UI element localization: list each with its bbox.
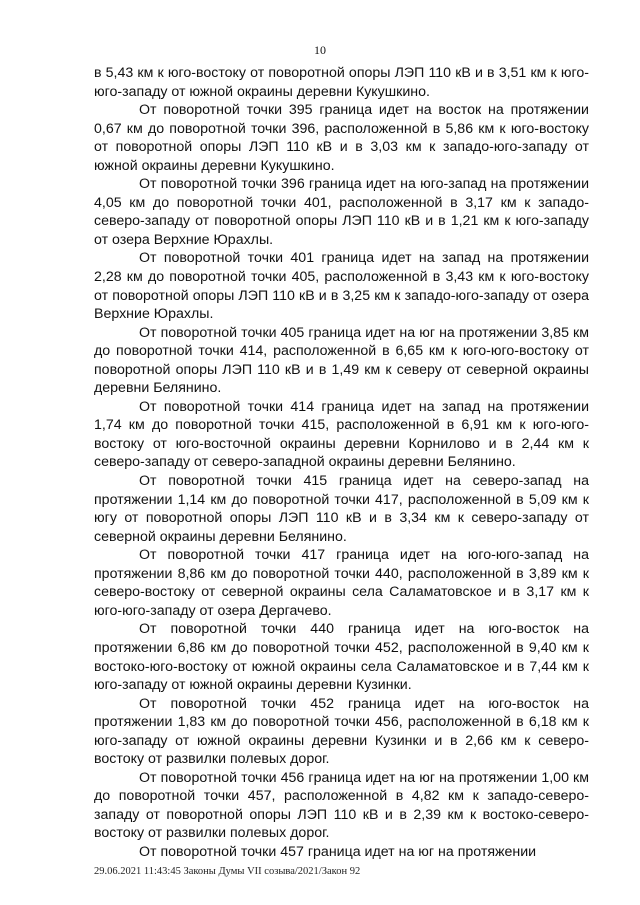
paragraph: От поворотной точки 414 граница идет на запад на протяжении 1,74 км до поворотной точки 415, расположенной в 6,91 км к юго-юго-востоку от юго-восточной окраины деревни Корнилово и в 2,44 км к северо-западу от северо-западной окраины деревни Белянино. bbox=[94, 398, 589, 471]
paragraph: От поворотной точки 395 граница идет на восток на протяжении 0,67 км до поворотной точки 396, расположенной в 5,86 км к юго-востоку от поворотной опоры ЛЭП 110 кВ и в 3,03 км к западо-юго-западу от южной окраины деревни Кукушкино. bbox=[94, 102, 589, 174]
paragraph: От поворотной точки 415 граница идет на северо-запад на протяжении 1,14 км до поворотной точки 417, расположенной в 5,09 км к югу от поворотной опоры ЛЭП 110 кВ и в 3,34 км к северо-западу от северной окраины деревни Белянино. bbox=[94, 473, 589, 545]
paragraph: От поворотной точки 417 граница идет на юго-юго-запад на протяжении 8,86 км до поворотной точки 440, расположенной в 3,89 км к северо-востоку от северной окраины села Саламатовское и в 3,17 км к юго-юго-западу от озера Дергачево. bbox=[94, 547, 589, 619]
paragraph: От поворотной точки 405 граница идет на юг на протяжении 3,85 км до поворотной точки 414, расположенной в 6,65 км к юго-юго-востоку от поворотной опоры ЛЭП 110 кВ и в 1,49 км к северу от северной окраины деревни Белянино. bbox=[94, 324, 589, 397]
paragraph: От поворотной точки 452 граница идет на юго-восток на протяжении 1,83 км до поворотной точки 456, расположенной в 6,18 км к юго-западу от южной окраины деревни Кузинки и в 2,66 км к северо-востоку от развилки полевых дорог. bbox=[94, 695, 589, 768]
paragraph: От поворотной точки 456 граница идет на юг на протяжении 1,00 км до поворотной точки 457, расположенной в 4,82 км к западо-северо-западу от поворотной опоры ЛЭП 110 кВ и в 2,39 км к востоко-северо-востоку от развилки полевых дорог. bbox=[94, 769, 589, 842]
document-footer: 29.06.2021 11:43:45 Законы Думы VII созыва/2021/Закон 92 bbox=[94, 866, 361, 877]
paragraph: От поворотной точки 396 граница идет на юго-запад на протяжении 4,05 км до поворотной точки 401, расположенной в 3,17 км к западо-северо-западу от поворотной опоры ЛЭП 110 кВ и в 1,21 км к юго-западу от озера Верхние Юрахлы. bbox=[94, 176, 589, 248]
paragraph: От поворотной точки 457 граница идет на юг на протяжении bbox=[139, 843, 537, 860]
paragraph: в 5,43 км к юго-востоку от поворотной опоры ЛЭП 110 кВ и в 3,51 км к юго-юго-западу от южной окраины деревни Кукушкино. bbox=[94, 65, 589, 100]
document-body bbox=[94, 64, 589, 862]
paragraph: От поворотной точки 401 граница идет на запад на протяжении 2,28 км до поворотной точки 405, расположенной в 3,43 км к юго-востоку от поворотной опоры ЛЭП 110 кВ и в 3,25 км к западо-юго-западу от озера Верхние Юрахлы. bbox=[94, 250, 589, 323]
paragraph: От поворотной точки 440 граница идет на юго-восток на протяжении 6,86 км до поворотной точки 452, расположенной в 9,40 км к востоко-юго-востоку от южной окраины села Саламатовское и в 7,44 км к юго-западу от южной окраины деревни Кузинки. bbox=[94, 621, 589, 694]
page-number: 10 bbox=[314, 43, 326, 57]
